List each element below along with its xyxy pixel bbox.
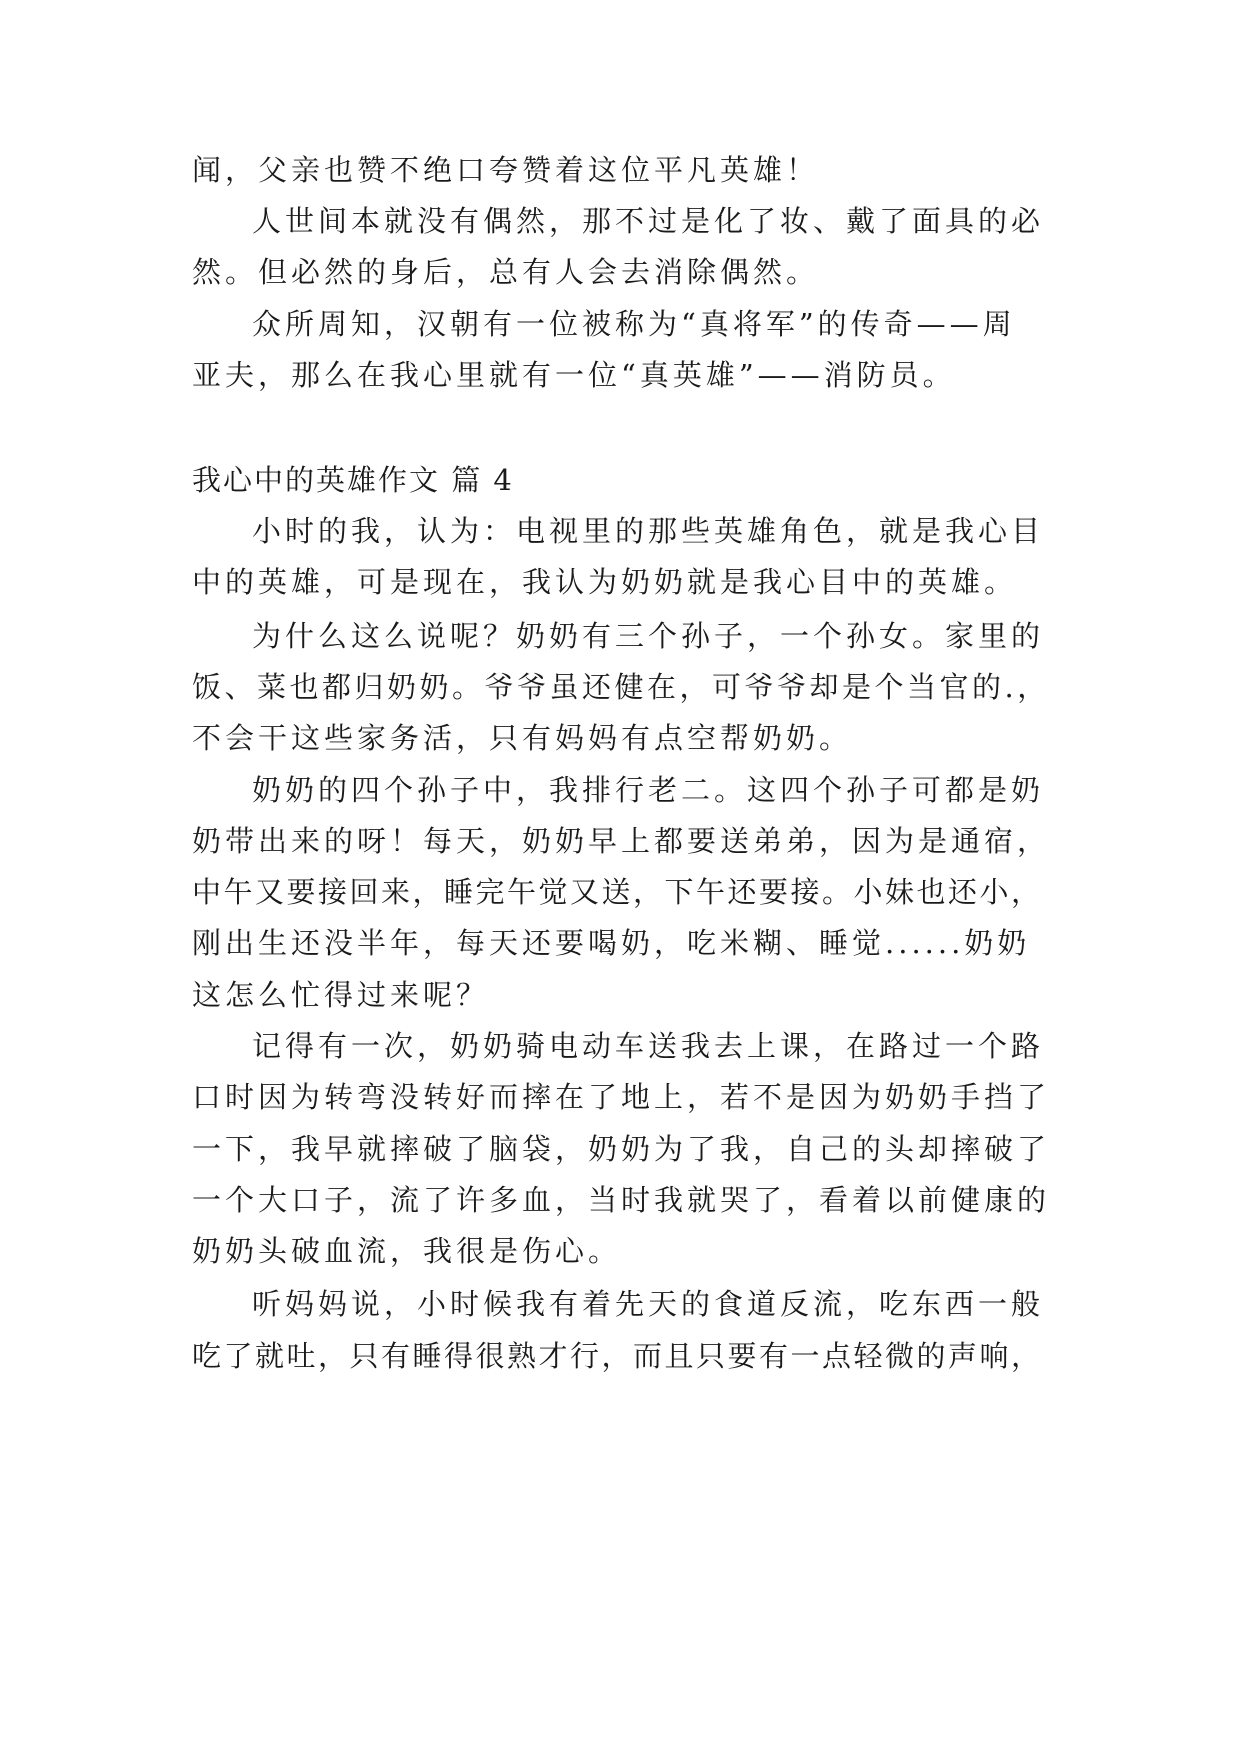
text-line: 吃了就吐，只有睡得很熟才行，而且只要有一点轻微的声响， bbox=[192, 1339, 1043, 1373]
text-line: 饭、菜也都归奶奶。爷爷虽还健在，可爷爷却是个当官的.， bbox=[192, 670, 1050, 704]
text-line: 口时因为转弯没转好而摔在了地上，若不是因为奶奶手挡了 bbox=[192, 1080, 1051, 1114]
text-line: 亚夫，那么在我心里就有一位“真英雄”——消防员。 bbox=[192, 358, 956, 392]
section-heading: 我心中的英雄作文 篇 4 bbox=[192, 463, 514, 497]
text-line: 不会干这些家务活，只有妈妈有点空帮奶奶。 bbox=[192, 721, 853, 755]
text-line: 一下，我早就摔破了脑袋，奶奶为了我，自己的头却摔破了 bbox=[192, 1132, 1051, 1166]
text-line: 奶带出来的呀！每天，奶奶早上都要送弟弟，因为是通宿， bbox=[192, 824, 1051, 858]
paragraph-start-line: 奶奶的四个孙子中，我排行老二。这四个孙子可都是奶 bbox=[252, 773, 1045, 807]
paragraph-start-line: 为什么这么说呢？奶奶有三个孙子，一个孙女。家里的 bbox=[252, 619, 1045, 653]
text-line: 一个大口子，流了许多血，当时我就哭了，看着以前健康的 bbox=[192, 1183, 1051, 1217]
text-line: 刚出生还没半年，每天还要喝奶，吃米糊、睡觉......奶奶 bbox=[192, 926, 1031, 960]
paragraph-start-line: 小时的我，认为：电视里的那些英雄角色，就是我心目 bbox=[252, 514, 1045, 548]
text-line: 奶奶头破血流，我很是伤心。 bbox=[192, 1234, 622, 1268]
text-line: 闻，父亲也赞不绝口夸赞着这位平凡英雄！ bbox=[192, 153, 820, 187]
text-line: 然。但必然的身后，总有人会去消除偶然。 bbox=[192, 255, 820, 289]
paragraph-start-line: 听妈妈说，小时候我有着先天的食道反流，吃东西一般 bbox=[252, 1287, 1045, 1321]
paragraph-start-line: 记得有一次，奶奶骑电动车送我去上课，在路过一个路 bbox=[252, 1029, 1045, 1063]
text-line: 这怎么忙得过来呢？ bbox=[192, 978, 490, 1012]
paragraph-start-line: 人世间本就没有偶然，那不过是化了妆、戴了面具的必 bbox=[252, 204, 1045, 238]
text-line: 中的英雄，可是现在，我认为奶奶就是我心目中的英雄。 bbox=[192, 565, 1018, 599]
paragraph-start-line: 众所周知，汉朝有一位被称为“真将军”的传奇——周 bbox=[252, 307, 1016, 341]
text-line: 中午又要接回来，睡完午觉又送，下午还要接。小妹也还小， bbox=[192, 875, 1043, 909]
